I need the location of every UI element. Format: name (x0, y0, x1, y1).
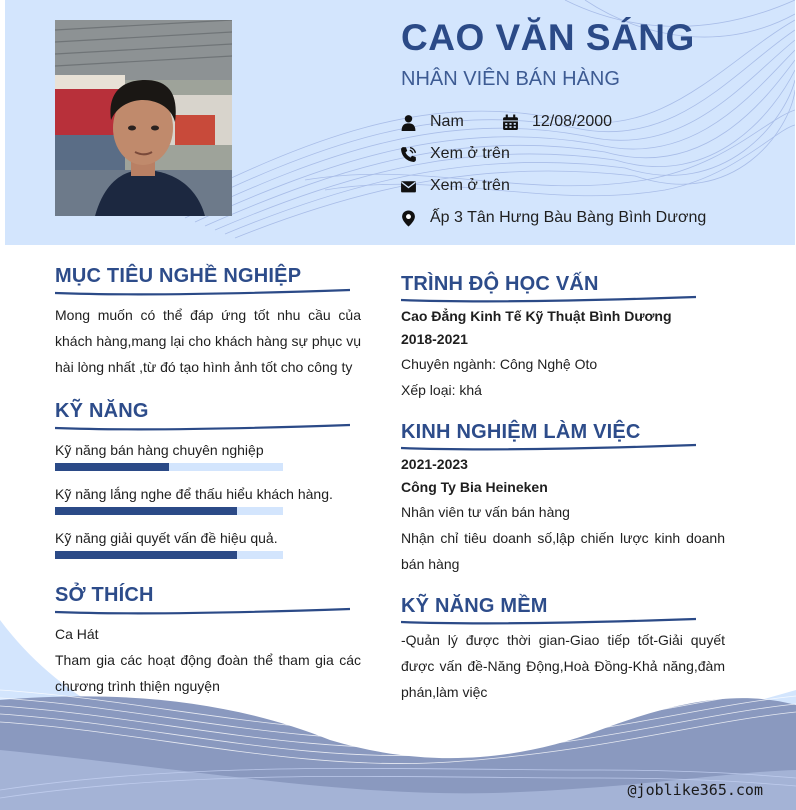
hobby-item: Ca Hát (55, 626, 99, 642)
education-heading: TRÌNH ĐỘ HỌC VẤN (401, 273, 599, 295)
gender-value: Nam (430, 113, 464, 130)
job-title: NHÂN VIÊN BÁN HÀNG (401, 68, 620, 90)
soft-skills-text: -Quản lý được thời gian-Giao tiếp tốt-Giải quyết được vấn đề-Năng Động,Hoà Đồng-Khả năng,đàm phán,làm việc (401, 632, 725, 700)
experience-heading: KINH NGHIỆM LÀM VIỆC (401, 421, 641, 443)
phone-value: Xem ở trên (430, 145, 510, 162)
education-grade: Xếp loại: khá (401, 382, 482, 398)
skill-item-bar (55, 551, 283, 559)
education-major: Chuyên ngành: Công Nghệ Oto (401, 356, 598, 372)
birthday-value: 12/08/2000 (532, 113, 613, 130)
address-row (400, 209, 706, 227)
experience-years: 2021-2023 (401, 456, 468, 472)
hobby-item: Tham gia các hoạt động đoàn thể tham gia các chương trình thiện nguyện (55, 652, 361, 694)
watermark: @joblike365.com (627, 781, 763, 799)
calendar-icon (502, 114, 519, 131)
objective-text: Mong muốn có thể đáp ứng tốt nhu cầu của khách hàng,mang lại cho khách hàng sự phục vụ hài lòng nhất ,từ đó tạo hình ảnh tốt cho công ty (55, 307, 361, 375)
gender-row (400, 113, 464, 131)
skill-item-bar (55, 463, 283, 471)
skill-item-label: Kỹ năng giải quyết vấn đề hiệu quả. (55, 530, 278, 546)
skill-item-fill (55, 551, 237, 559)
soft-skills-heading: KỸ NĂNG MỀM (401, 595, 548, 617)
skills-heading-underline (55, 423, 350, 433)
skill-item-label: Kỹ năng lắng nghe để thấu hiểu khách hàng. (55, 486, 333, 502)
hobbies-heading: SỞ THÍCH (55, 584, 154, 606)
email-row (400, 177, 510, 195)
education-school: Cao Đẳng Kinh Tế Kỹ Thuật Bình Dương (401, 308, 672, 324)
experience-description: Nhận chỉ tiêu doanh số,lập chiến lược kinh doanh bán hàng (401, 530, 725, 572)
education-years: 2018-2021 (401, 331, 468, 347)
phone-row (400, 145, 510, 163)
soft-skills-heading-underline (401, 617, 696, 627)
birthday-row (502, 113, 612, 131)
profile-photo (55, 20, 232, 216)
address-value: Ấp 3 Tân Hưng Bàu Bàng Bình Dương (430, 209, 707, 226)
envelope-icon (400, 178, 417, 195)
skill-item-bar (55, 507, 283, 515)
skill-item-fill (55, 463, 169, 471)
map-pin-icon (400, 210, 417, 227)
phone-icon (400, 146, 417, 163)
skills-heading: KỸ NĂNG (55, 400, 149, 422)
objective-heading-underline (55, 288, 350, 298)
email-value: Xem ở trên (430, 177, 510, 194)
hobbies-heading-underline (55, 607, 350, 617)
skill-item-fill (55, 507, 237, 515)
objective-heading: MỤC TIÊU NGHỀ NGHIỆP (55, 265, 302, 287)
candidate-name: CAO VĂN SÁNG (401, 17, 695, 58)
person-icon (400, 114, 417, 131)
skill-item-label: Kỹ năng bán hàng chuyên nghiệp (55, 442, 264, 458)
experience-position: Nhân viên tư vấn bán hàng (401, 504, 570, 520)
experience-company: Công Ty Bia Heineken (401, 479, 548, 495)
